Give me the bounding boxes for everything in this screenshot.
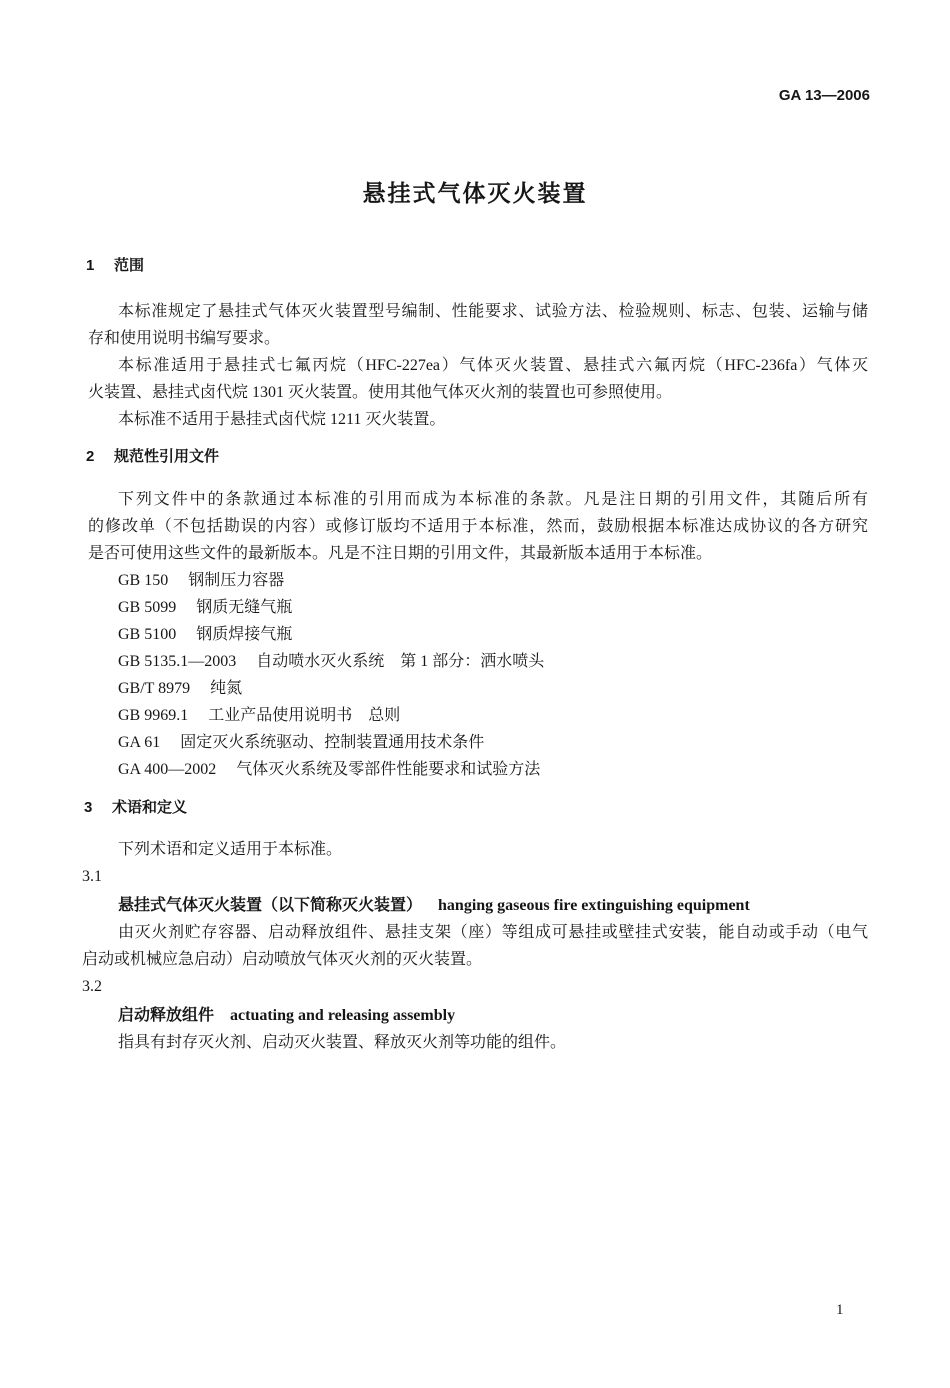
reference-code: GB 5100	[118, 626, 177, 643]
section-number: 2	[86, 448, 95, 465]
term-english: actuating and releasing assembly	[230, 1007, 456, 1024]
reference-title: 工业产品使用说明书 总则	[208, 707, 401, 724]
reference-title: 纯氮	[210, 680, 243, 697]
reference-item	[88, 567, 868, 594]
term-chinese: 悬挂式气体灭火装置（以下简称灭火装置）	[118, 897, 423, 914]
paragraph-line: 的修改单（不包括勘误的内容）或修订版均不适用于本标准，然而，鼓励根据本标准达成协议的各方研究	[88, 518, 868, 535]
section-number: 3	[84, 799, 93, 816]
reference-item	[88, 594, 868, 621]
reference-item	[88, 756, 868, 783]
reference-title: 钢制压力容器	[188, 572, 285, 589]
document-title: 悬挂式气体灭火装置	[362, 180, 588, 206]
term-number: 3.1	[82, 868, 102, 885]
definition-line: 由灭火剂贮存容器、启动释放组件、悬挂支架（座）等组成可悬挂或壁挂式安装，能自动或手动（电气	[118, 924, 868, 941]
reference-title: 钢质无缝气瓶	[196, 599, 293, 616]
section-heading-terms	[84, 798, 187, 818]
definition-line: 启动或机械应急启动）启动喷放气体灭火剂的灭火装置。	[82, 951, 483, 968]
standard-code: GA 13—2006	[778, 87, 870, 104]
page-number: 1	[836, 1302, 844, 1318]
paragraph-line: 本标准适用于悬挂式七氟丙烷（HFC-227ea）气体灭火装置、悬挂式六氟丙烷（HFC-236fa）气体灭	[118, 357, 868, 374]
reference-title: 气体灭火系统及零部件性能要求和试验方法	[236, 761, 541, 778]
section-body-normative-references	[88, 486, 868, 783]
paragraph-line: 是否可使用这些文件的最新版本。凡是不注日期的引用文件，其最新版本适用于本标准。	[88, 545, 713, 562]
term-heading	[88, 1002, 868, 1029]
reference-title: 固定灭火系统驱动、控制装置通用技术条件	[180, 734, 485, 751]
reference-item	[88, 648, 868, 675]
paragraph-line: 本标准规定了悬挂式气体灭火装置型号编制、性能要求、试验方法、检验规则、标志、包装、运输与储	[118, 303, 868, 320]
reference-code: GA 400—2002	[118, 761, 217, 778]
reference-item	[88, 675, 868, 702]
paragraph-line: 存和使用说明书编写要求。	[88, 330, 281, 347]
section-heading-normative-references	[86, 447, 219, 467]
reference-item	[88, 621, 868, 648]
reference-item	[88, 729, 868, 756]
paragraph-line: 火装置、悬挂式卤代烷 1301 灭火装置。使用其他气体灭火剂的装置也可参照使用。	[88, 384, 673, 401]
term-heading	[88, 892, 868, 919]
paragraph-line: 本标准不适用于悬挂式卤代烷 1211 灭火装置。	[118, 411, 446, 428]
reference-code: GB 150	[118, 572, 169, 589]
reference-code: GB 9969.1	[118, 707, 189, 724]
term-chinese: 启动释放组件	[118, 1007, 215, 1024]
reference-item	[88, 702, 868, 729]
term-english: hanging gaseous fire extinguishing equipment	[438, 897, 750, 914]
section-body-scope	[88, 298, 868, 433]
section-body-terms	[82, 836, 868, 1056]
section-intro: 下列术语和定义适用于本标准。	[118, 841, 343, 858]
reference-code: GB/T 8979	[118, 680, 191, 697]
reference-code: GB 5099	[118, 599, 177, 616]
section-title: 规范性引用文件	[114, 448, 220, 465]
section-title: 范围	[114, 257, 145, 274]
section-title: 术语和定义	[112, 799, 188, 816]
definition-line: 指具有封存灭火剂、启动灭火装置、释放灭火剂等功能的组件。	[118, 1034, 567, 1051]
reference-title: 钢质焊接气瓶	[196, 626, 293, 643]
reference-title: 自动喷水灭火系统 第 1 部分：洒水喷头	[256, 653, 545, 670]
term-number: 3.2	[82, 978, 102, 995]
paragraph-line: 下列文件中的条款通过本标准的引用而成为本标准的条款。凡是注日期的引用文件，其随后所有	[118, 491, 868, 508]
reference-code: GB 5135.1—2003	[118, 653, 237, 670]
section-number: 1	[86, 257, 95, 274]
reference-code: GA 61	[118, 734, 161, 751]
section-heading-scope	[86, 256, 144, 276]
